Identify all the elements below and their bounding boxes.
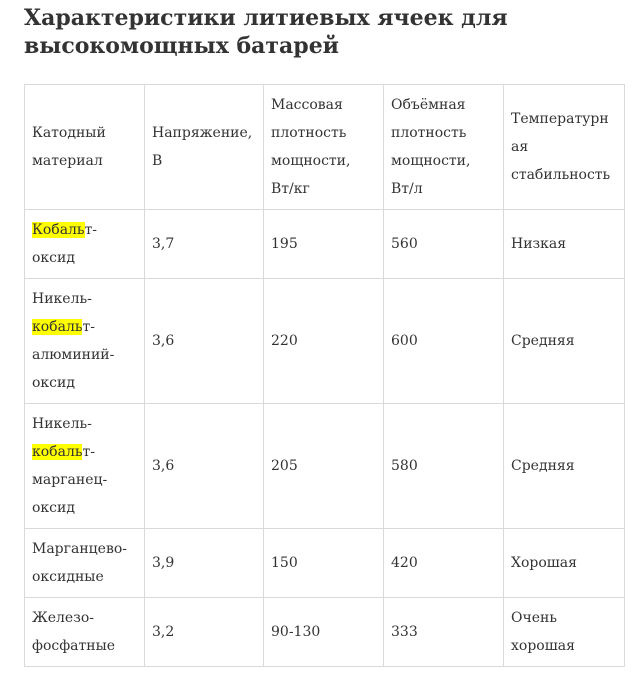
cell-volume-density: 580 <box>384 404 504 529</box>
table-row <box>25 279 625 404</box>
header-volume-density: Объёмная плотность мощности, Вт/л <box>384 85 504 210</box>
cell-stability: Средняя <box>504 279 625 404</box>
cell-voltage: 3,7 <box>145 210 264 279</box>
search-highlight: кобаль <box>32 319 83 335</box>
cell-volume-density: 560 <box>384 210 504 279</box>
cell-material <box>25 210 145 279</box>
cell-voltage: 3,2 <box>145 598 264 667</box>
material-prefix: Никель- <box>32 291 92 307</box>
cell-stability: Хорошая <box>504 529 625 598</box>
cell-material <box>25 279 145 404</box>
cell-material: Железо-фосфатные <box>25 598 145 667</box>
cell-mass-density: 220 <box>264 279 384 404</box>
cell-stability: Очень хорошая <box>504 598 625 667</box>
cell-volume-density: 600 <box>384 279 504 404</box>
cell-volume-density: 333 <box>384 598 504 667</box>
page-title: Характеристики литиевых ячеек для высокомощных батарей <box>24 5 508 59</box>
material-prefix: Никель- <box>32 416 92 432</box>
material-suffix: т-марганец-оксид <box>32 444 108 516</box>
material-suffix: т-оксид <box>32 222 98 266</box>
table-header-row <box>25 85 625 210</box>
cell-voltage: 3,9 <box>145 529 264 598</box>
table-row <box>25 404 625 529</box>
cell-material <box>25 404 145 529</box>
cell-voltage: 3,6 <box>145 404 264 529</box>
cell-mass-density: 195 <box>264 210 384 279</box>
specs-table <box>24 84 625 667</box>
header-cathode-material: Катодный материал <box>25 85 145 210</box>
header-thermal-stability: Температурная стабильность <box>504 85 625 210</box>
cell-voltage: 3,6 <box>145 279 264 404</box>
cell-stability: Средняя <box>504 404 625 529</box>
table-row <box>25 529 625 598</box>
table-row <box>25 210 625 279</box>
cell-mass-density: 90-130 <box>264 598 384 667</box>
cell-mass-density: 150 <box>264 529 384 598</box>
header-voltage: Напряжение, В <box>145 85 264 210</box>
cell-material: Марганцево-оксидные <box>25 529 145 598</box>
cell-volume-density: 420 <box>384 529 504 598</box>
search-highlight: кобаль <box>32 444 83 460</box>
cell-stability: Низкая <box>504 210 625 279</box>
table-row <box>25 598 625 667</box>
search-highlight: Кобаль <box>32 222 85 238</box>
header-mass-density: Массовая плотность мощности, Вт/кг <box>264 85 384 210</box>
material-suffix: т-алюминий-оксид <box>32 319 115 391</box>
cell-mass-density: 205 <box>264 404 384 529</box>
